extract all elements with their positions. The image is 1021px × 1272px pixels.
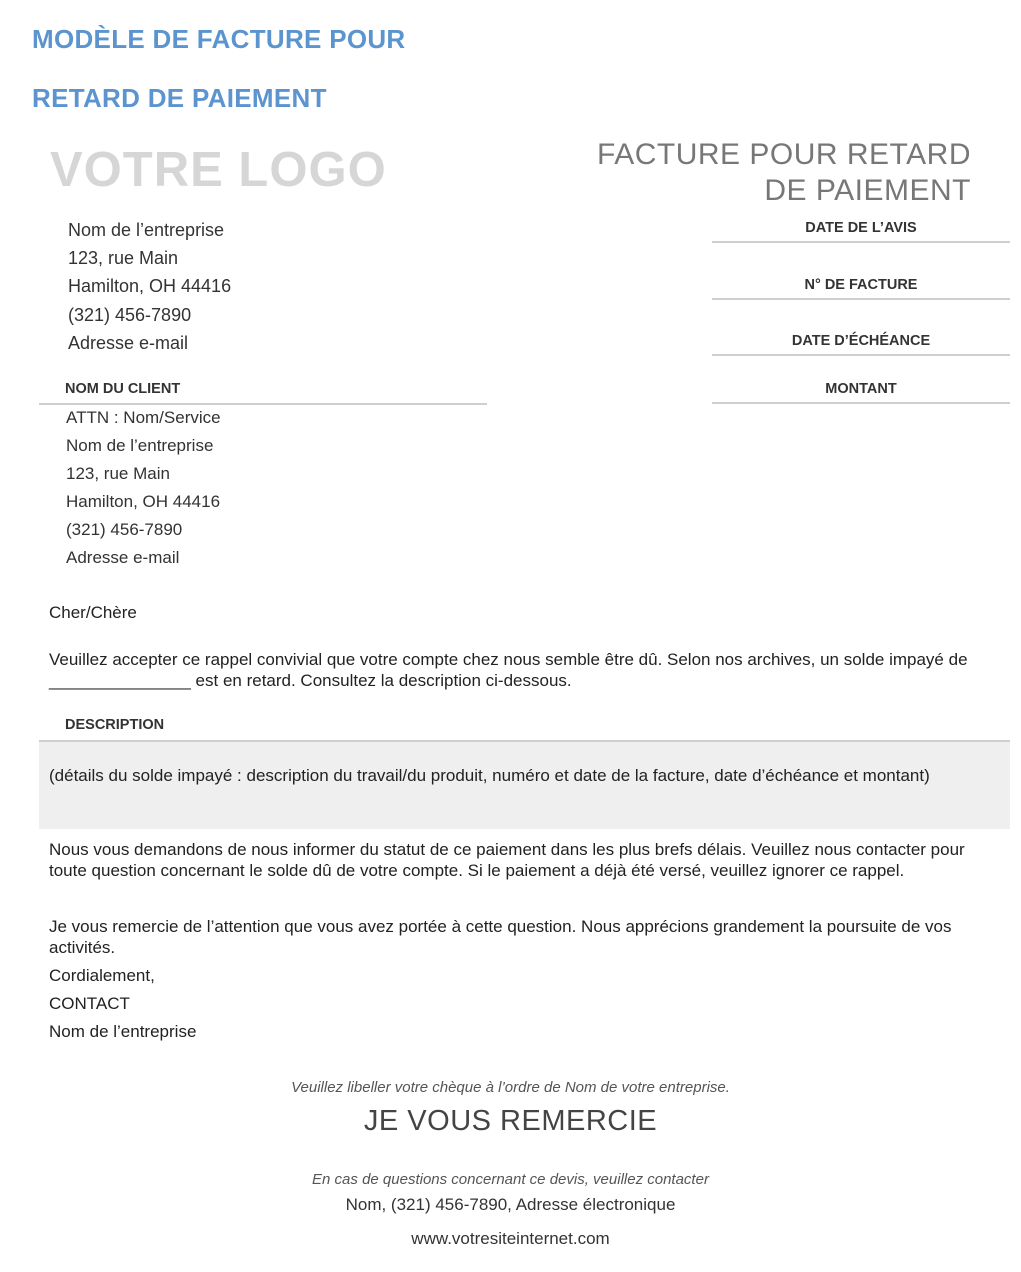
contact-name: CONTACT <box>49 994 130 1013</box>
notice-date-label: DATE DE L’AVIS <box>712 220 1010 243</box>
questions-note: En cas de questions concernant ce devis, veuillez contacter <box>312 1171 709 1188</box>
due-date-label: DATE D’ÉCHÉANCE <box>712 333 1010 356</box>
description-text: (détails du solde impayé : description du travail/du produit, numéro et date de la facture, date d’échéance et montant) <box>49 766 930 785</box>
template-title-line-2: RETARD DE PAIEMENT <box>32 83 327 113</box>
client-address <box>66 404 221 573</box>
invoice-title-line-2: DE PAIEMENT <box>764 174 971 207</box>
footer-contact-line: Nom, (321) 456-7890, Adresse électronique <box>345 1195 676 1214</box>
paragraph-request: Nous vous demandons de nous informer du statut de ce paiement dans les plus brefs délais. Veuillez nous contacter pour toute question concernant le solde dû de votre compte. Si le paiement a déjà été versé, veuillez ignorer ce rappel. <box>49 840 965 880</box>
client-city: Hamilton, OH 44416 <box>66 492 221 512</box>
thank-you-heading: JE VOUS REMERCIE <box>363 1105 658 1137</box>
sender-company: Nom de l’entreprise <box>68 220 225 240</box>
salutation: Cher/Chère <box>49 603 137 622</box>
client-email: Adresse e-mail <box>66 548 180 568</box>
sender-phone: (321) 456-7890 <box>68 304 192 325</box>
description-label: DESCRIPTION <box>65 717 165 733</box>
invoice-number-label: N° DE FACTURE <box>712 277 1010 300</box>
template-title-line-1: MODÈLE DE FACTURE POUR <box>32 24 406 54</box>
client-street: 123, rue Main <box>66 464 170 484</box>
client-company: Nom de l’entreprise <box>66 436 214 456</box>
logo-placeholder: VOTRE LOGO <box>50 143 387 197</box>
invoice-title <box>597 137 971 209</box>
check-note: Veuillez libeller votre chèque à l’ordre de Nom de votre entreprise. <box>291 1079 730 1096</box>
client-name-label: NOM DU CLIENT <box>65 381 181 397</box>
sender-city: Hamilton, OH 44416 <box>68 276 232 297</box>
paragraph-thanks: Je vous remercie de l’attention que vous avez portée à cette question. Nous apprécions grandement la poursuite de vos activités. <box>49 917 952 957</box>
sender-street: 123, rue Main <box>68 248 179 269</box>
website-link[interactable]: www.votresiteinternet.com <box>411 1229 610 1248</box>
paragraph-overdue: Veuillez accepter ce rappel convivial que votre compte chez nous semble être dû. Selon nos archives, un solde impayé de _______________ est en retard. Consultez la description ci-dessous. <box>49 650 968 690</box>
invoice-title-line-1: FACTURE POUR RETARD <box>597 138 971 171</box>
client-attn: ATTN : Nom/Service <box>66 408 221 427</box>
amount-label: MONTANT <box>712 381 1010 404</box>
sender-email: Adresse e-mail <box>68 332 189 353</box>
closing-company: Nom de l’entreprise <box>49 1022 197 1041</box>
client-phone: (321) 456-7890 <box>66 520 183 540</box>
closing: Cordialement, <box>49 966 155 985</box>
sender-address <box>68 216 231 357</box>
